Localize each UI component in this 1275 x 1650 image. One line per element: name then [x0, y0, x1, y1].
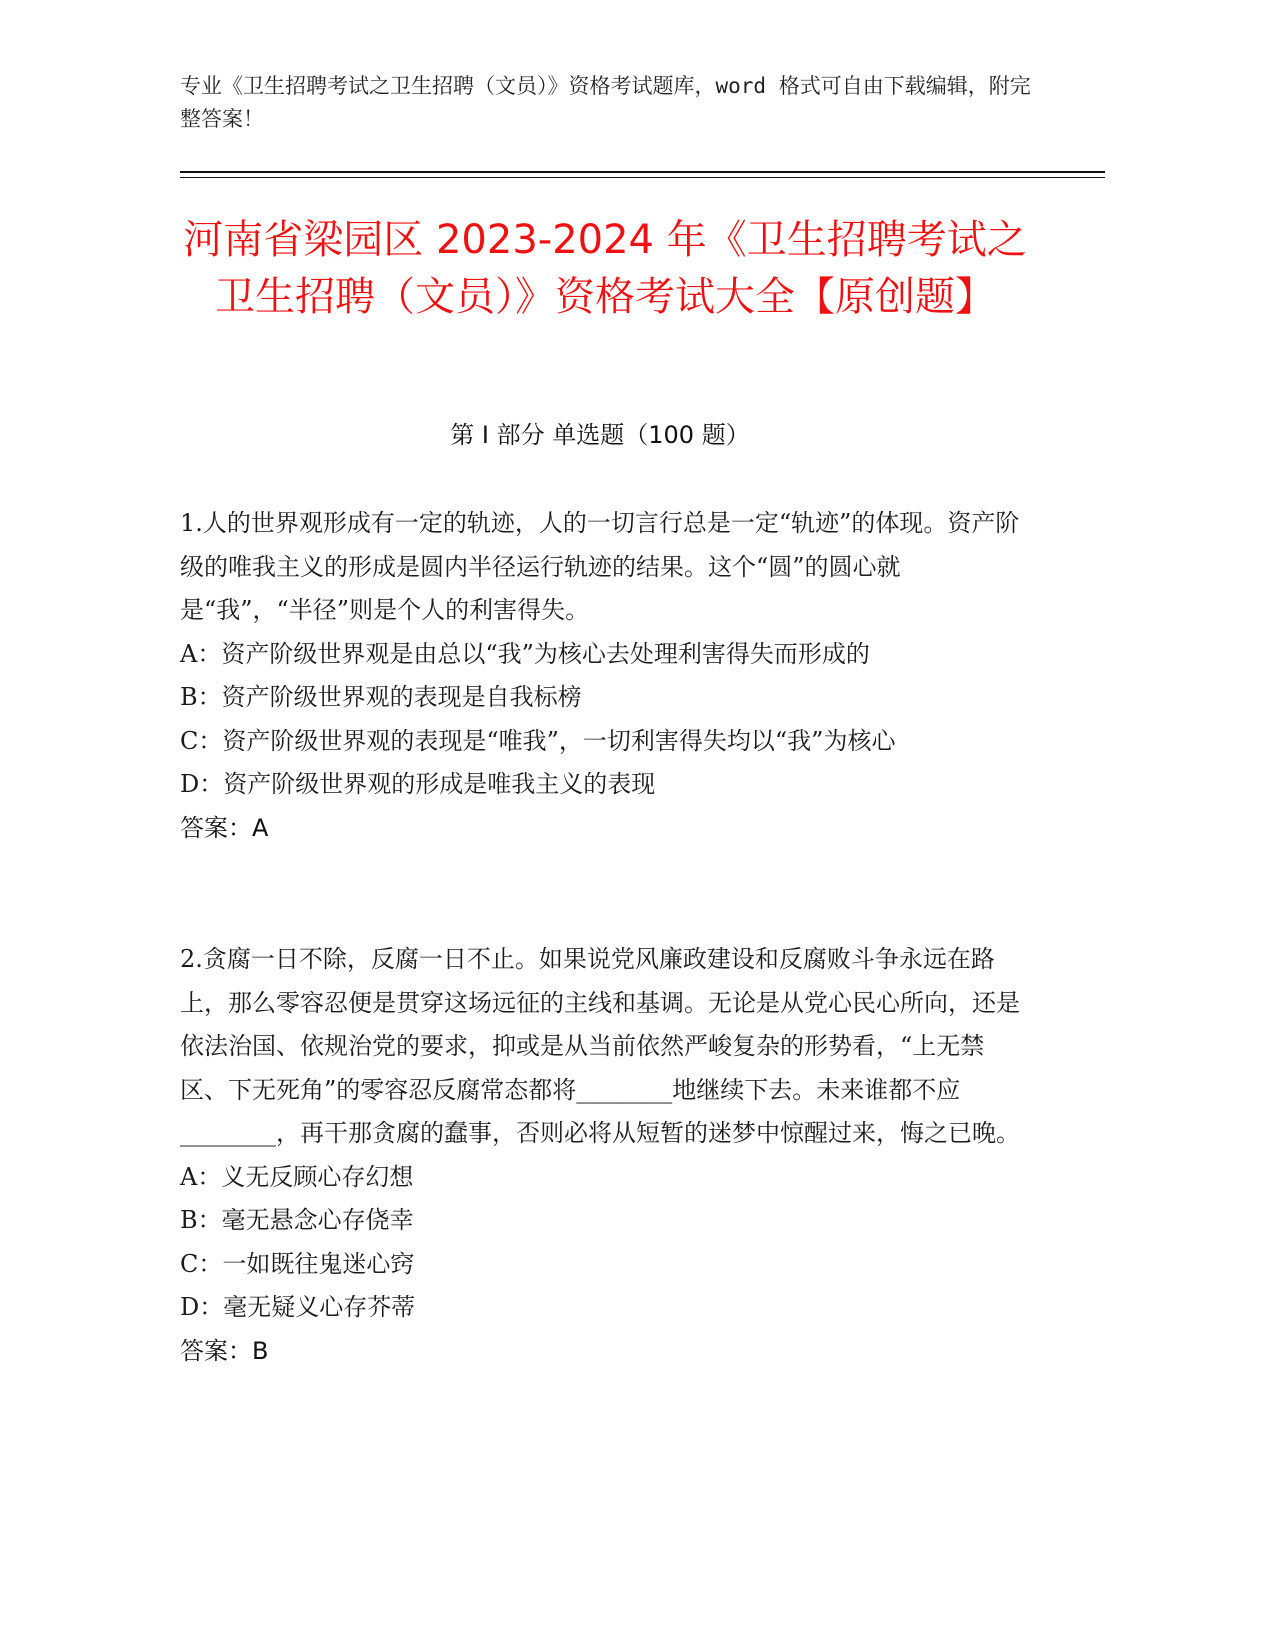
question-2: [180, 938, 1030, 1373]
option-c: C：一如既往鬼迷心窍: [180, 1249, 415, 1278]
option-d: D：资产阶级世界观的形成是唯我主义的表现: [180, 770, 656, 798]
answer: 答案：A: [180, 813, 269, 842]
option-a: A：资产阶级世界观是由总以“我”为核心去处理利害得失而形成的: [180, 639, 870, 668]
option-a: A：义无反顾心存幻想: [180, 1162, 414, 1191]
question-stem: 1.人的世界观形成有一定的轨迹，人的一切言行总是一定“轨迹”的体现。资产阶级的唯我主义的形成是圆内半径运行轨迹的结果。这个“圆”的圆心就是“我”，“半径”则是个人的利害得失。: [180, 509, 1020, 624]
header-divider-thin: [180, 177, 1105, 178]
answer: 答案：B: [180, 1336, 269, 1365]
option-d: D：毫无疑义心存芥蒂: [180, 1293, 416, 1321]
question-1: [180, 502, 1030, 850]
section-title: 第 I 部分 单选题（100 题）: [450, 421, 750, 449]
question-stem: 2.贪腐一日不除，反腐一日不止。如果说党风廉政建设和反腐败斗争永远在路上，那么零容忍便是贯穿这场远征的主线和基调。无论是从党心民心所向，还是依法治国、依规治党的要求，抑或是从当前依然严峻复杂的形势看，“上无禁区、下无死角”的零容忍反腐常态都将________地继续下去。未来谁都不应________，再干那贪腐的蠢事，否则必将从短暂的迷梦中惊醒过来，悔之已晚。: [180, 945, 1020, 1147]
header-divider-thick: [180, 171, 1105, 173]
header-note: 专业《卫生招聘考试之卫生招聘（文员）》资格考试题库，word 格式可自由下载编辑，附完整答案！: [180, 74, 1031, 131]
document-title: 河南省梁园区 2023-2024 年《卫生招聘考试之卫生招聘（文员）》资格考试大全【原创题】: [183, 217, 1027, 320]
option-c: C：资产阶级世界观的表现是“唯我”，一切利害得失均以“我”为核心: [180, 726, 896, 755]
option-b: B：资产阶级世界观的表现是自我标榜: [180, 683, 582, 711]
option-b: B：毫无悬念心存侥幸: [180, 1206, 414, 1234]
